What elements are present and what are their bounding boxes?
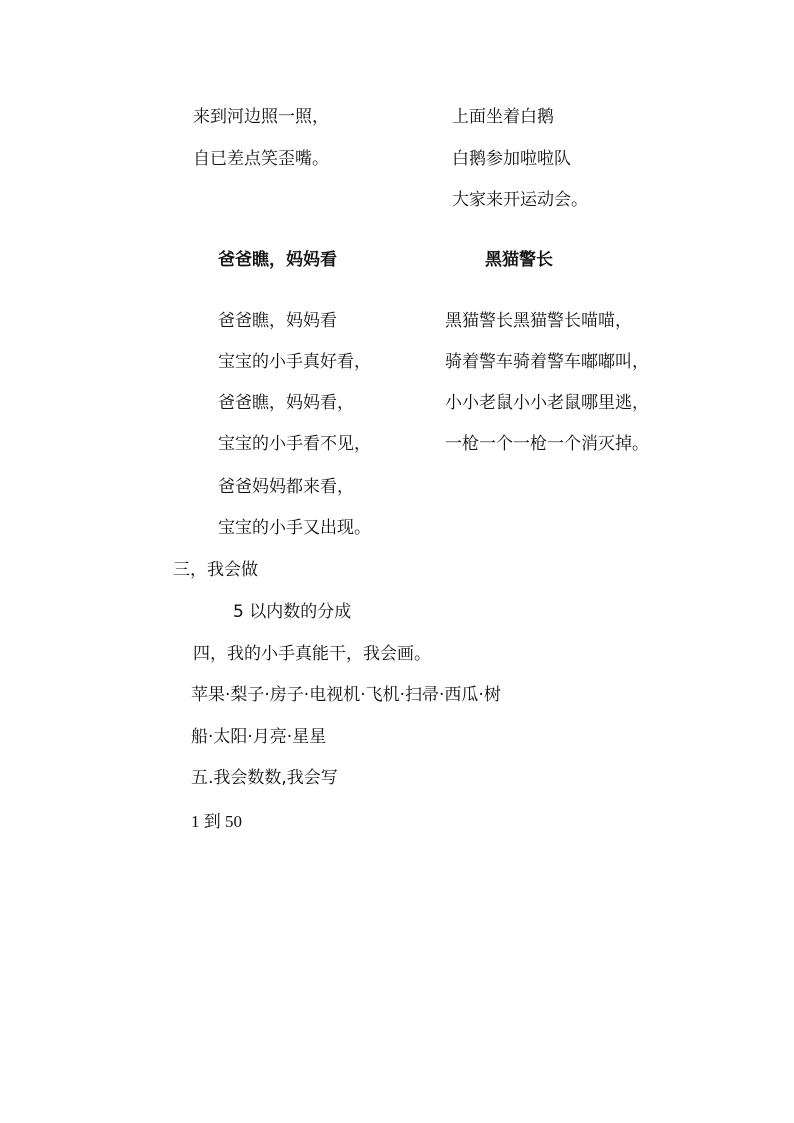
- top-left-line-1: 来到河边照一照，: [193, 107, 329, 127]
- section5-item: 1 到 50: [191, 812, 242, 831]
- top-right-line-2: 白鹅参加啦啦队: [452, 149, 571, 169]
- poem-heimao-line-1: 黑猫警长黑猫警长喵喵，: [445, 311, 632, 331]
- top-left-line-2: 自已差点笑歪嘴。: [193, 149, 329, 169]
- section3-item: 5 以内数的分成: [233, 602, 352, 622]
- poem-heimao-line-3: 小小老鼠小小老鼠哪里逃，: [445, 393, 649, 413]
- poem-heimao-line-2: 骑着警车骑着警车嘟嘟叫，: [445, 352, 649, 372]
- poem-babahou-line-5: 爸爸妈妈都来看，: [218, 477, 354, 497]
- section3-heading: 三，我会做: [173, 560, 258, 580]
- poem-title-heimao: 黑猫警长: [485, 250, 553, 270]
- top-right-line-1: 上面坐着白鹅: [452, 107, 554, 127]
- poem-babahou-line-1: 爸爸瞧，妈妈看: [218, 311, 337, 331]
- poem-babahou-line-2: 宝宝的小手真好看，: [218, 352, 371, 372]
- section4-heading: 四，我的小手真能干，我会画。: [193, 644, 431, 664]
- poem-heimao-line-4: 一枪一个一枪一个消灭掉。: [445, 434, 649, 454]
- poem-babahou-line-6: 宝宝的小手又出现。: [218, 518, 371, 538]
- section4-drawing-list-1: 苹果·梨子·房子·电视机·飞机·扫帚·西瓜·树: [191, 685, 501, 705]
- poem-title-babahou: 爸爸瞧，妈妈看: [218, 250, 337, 270]
- top-right-line-3: 大家来开运动会。: [452, 190, 588, 210]
- section5-heading: 五.我会数数,我会写: [191, 768, 338, 788]
- section4-drawing-list-2: 船·太阳·月亮·星星: [191, 727, 327, 747]
- poem-babahou-line-3: 爸爸瞧，妈妈看，: [218, 393, 354, 413]
- poem-babahou-line-4: 宝宝的小手看不见，: [218, 434, 371, 454]
